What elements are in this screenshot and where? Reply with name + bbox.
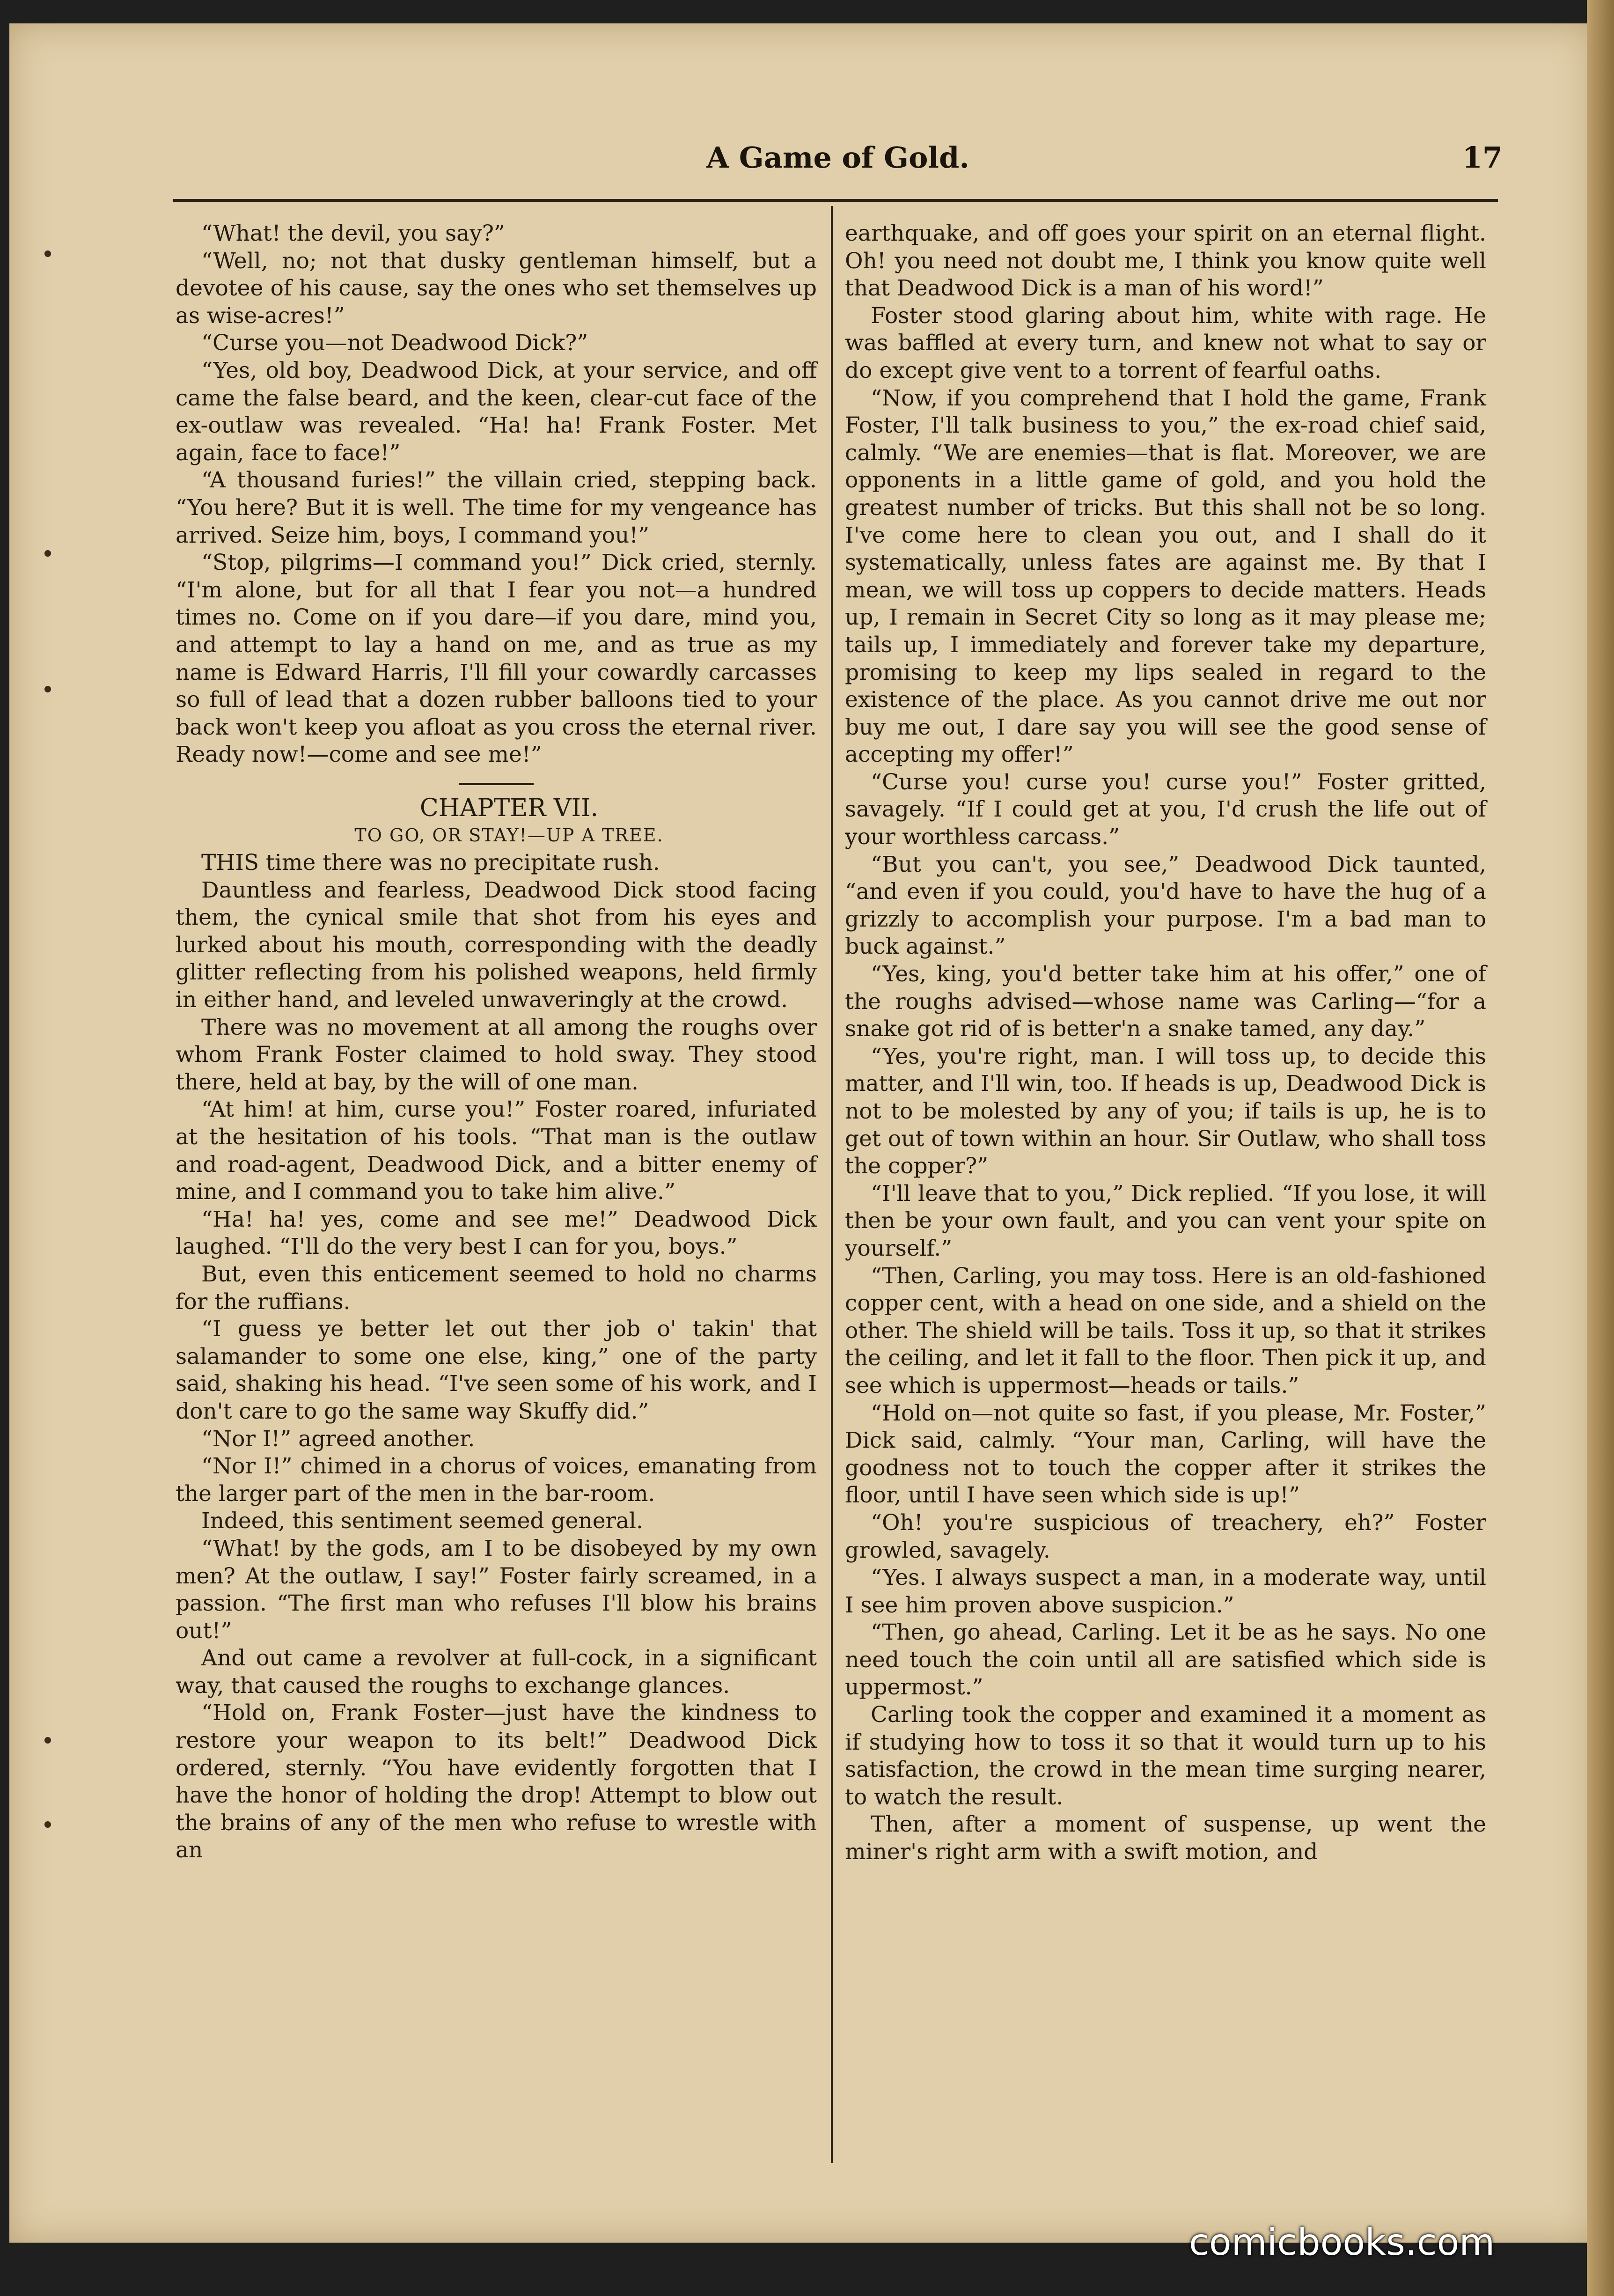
paragraph: “Yes, old boy, Deadwood Dick, at your service, and off came the false beard, and the keen, clear-cut face of the ex-outlaw was revealed. “Ha! ha! Frank Foster. Met again, face to face!”: [176, 357, 817, 466]
paragraph: “Then, Carling, you may toss. Here is an old-fashioned copper cent, with a head on one side, and a shield on the other. The shield will be tails. Toss it up, so that it strikes the ceiling, and let it fall to the floor. Then pick it up, and see which is uppermost—heads or tails.”: [845, 1263, 1486, 1398]
paragraph: “I'll leave that to you,” Dick replied. “If you lose, it will then be your own fault, and you can vent your spite on yourself.”: [845, 1180, 1486, 1261]
paragraph: “Then, go ahead, Carling. Let it be as he says. No one need touch the coin until all are satisfied which side is uppermost.”: [845, 1619, 1486, 1700]
chapter-heading: CHAPTER VII.: [419, 794, 599, 822]
paragraph: “Stop, pilgrims—I command you!” Dick cried, sternly. “I'm alone, but for all that I fear you not—a hundred times no. Come on if you dare—if you dare, mind you, and attempt to lay a hand on me, and as true as my name is Edward Harris, I'll fill your cowardly carcasses so full of lead that a dozen rubber balloons tied to your back won't keep you afloat as you cross the eternal river. Ready now!—come and see me!”: [176, 550, 817, 768]
paragraph: “But you can't, you see,” Deadwood Dick taunted, “and even if you could, you'd have to have the hug of a grizzly to accomplish your purpose. I'm a bad man to buck against.”: [845, 851, 1486, 960]
paragraph: “Curse you! curse you! curse you!” Foster gritted, savagely. “If I could get at you, I'd crush the life out of your worthless carcass.”: [845, 769, 1486, 850]
paragraph: “A thousand furies!” the villain cried, stepping back. “You here? But it is well. The time for my vengeance has arrived. Seize him, boys, I command you!”: [176, 467, 817, 548]
left-column: [176, 220, 817, 1864]
stain-mark: [44, 1737, 51, 1744]
paragraph: Foster stood glaring about him, white with rage. He was baffled at every turn, and knew not what to say or do except give vent to a torrent of fearful oaths.: [845, 302, 1486, 383]
paragraph: But, even this enticement seemed to hold no charms for the ruffians.: [176, 1261, 817, 1315]
paragraph: “Nor I!” chimed in a chorus of voices, emanating from the larger part of the men in the bar-room.: [176, 1453, 817, 1507]
paragraph: “Oh! you're suspicious of treachery, eh?” Foster growled, savagely.: [845, 1509, 1486, 1563]
running-header-title: A Game of Gold.: [706, 140, 969, 175]
chapter-subtitle: TO GO, OR STAY!—UP A TREE.: [354, 825, 664, 846]
paragraph: “I guess ye better let out ther job o' takin' that salamander to some one else, king,” one of the party said, shaking his head. “I've seen some of his work, and I don't care to go the same way Skuffy did.”: [176, 1316, 817, 1424]
paragraph: “Yes, you're right, man. I will toss up, to decide this matter, and I'll win, too. If heads is up, Deadwood Dick is not to be molested by any of you; if tails is up, he is to get out of town within an hour. Sir Outlaw, who shall toss the copper?”: [845, 1043, 1486, 1179]
paragraph: “Well, no; not that dusky gentleman himself, but a devotee of his cause, say the ones who set themselves up as wise-acres!”: [176, 248, 817, 329]
paragraph: “Hold on, Frank Foster—just have the kindness to restore your weapon to its belt!” Deadwood Dick ordered, sternly. “You have evidently forgotten that I have the honor of holding the drop! Attempt to blow out the brains of any of the men who refuse to wrestle with an: [176, 1700, 817, 1863]
paragraph: Carling took the copper and examined it a moment as if studying how to toss it so that it would turn up to his satisfaction, the crowd in the mean time surging nearer, to watch the result.: [845, 1702, 1486, 1810]
paragraph-continuation: earthquake, and off goes your spirit on an eternal flight. Oh! you need not doubt me, I think you know quite well that Deadwood Dick is a man of his word!”: [845, 221, 1486, 302]
paragraph: “Yes, king, you'd better take him at his offer,” one of the roughs advised—whose name was Carling—“for a snake got rid of is better'n a snake tamed, any day.”: [845, 961, 1486, 1042]
book-spine-edge: [1587, 0, 1614, 2296]
stain-mark: [44, 1821, 51, 1828]
watermark-text: comicbooks.com: [1189, 2222, 1495, 2264]
paragraph: “What! the devil, you say?”: [201, 221, 505, 246]
paragraph: “Ha! ha! yes, come and see me!” Deadwood Dick laughed. “I'll do the very best I can for you, boys.”: [176, 1206, 817, 1260]
paragraph: There was no movement at all among the roughs over whom Frank Foster claimed to hold sway. They stood there, held at bay, by the will of one man.: [176, 1014, 817, 1095]
paragraph: “Yes. I always suspect a man, in a moderate way, until I see him proven above suspicion.”: [845, 1565, 1486, 1618]
stain-mark: [44, 250, 51, 257]
header-rule: [173, 199, 1498, 202]
paragraph: THIS time there was no precipitate rush.: [201, 850, 660, 876]
paragraph: “What! by the gods, am I to be disobeyed by my own men? At the outlaw, I say!” Foster fairly screamed, in a passion. “The first man who refuses I'll blow his brains out!”: [176, 1535, 817, 1644]
chapter-separator-rule: [459, 783, 534, 785]
column-divider: [831, 206, 833, 2163]
paragraph: “Curse you—not Deadwood Dick?”: [201, 330, 588, 356]
paragraph: “Hold on—not quite so fast, if you please, Mr. Foster,” Dick said, calmly. “Your man, Carling, will have the goodness not to touch the copper after it strikes the floor, until I have seen which side is up!”: [845, 1400, 1486, 1509]
page-number: 17: [1462, 140, 1503, 175]
paragraph: Indeed, this sentiment seemed general.: [201, 1508, 643, 1534]
paragraph: And out came a revolver at full-cock, in a significant way, that caused the roughs to exchange glances.: [176, 1645, 817, 1699]
right-column: [845, 220, 1486, 1866]
paragraph: “At him! at him, curse you!” Foster roared, infuriated at the hesitation of his tools. “That man is the outlaw and road-agent, Deadwood Dick, and a bitter enemy of mine, and I command you to take him alive.”: [176, 1096, 817, 1205]
paragraph: Then, after a moment of suspense, up went the miner's right arm with a swift motion, and: [845, 1811, 1486, 1865]
paragraph: “Now, if you comprehend that I hold the game, Frank Foster, I'll talk business to you,” the ex-road chief said, calmly. “We are enemies—that is flat. Moreover, we are opponents in a little game of gold, and you hold the greatest number of tricks. But this shall not be so long. I've come here to clean you out, and I shall do it systematically, unless fates are against me. By that I mean, we will toss up coppers to decide matters. Heads up, I remain in Secret City so long as it may please me; tails up, I immediately and forever take my departure, promising to keep my lips sealed in regard to the existence of the place. As you cannot drive me out nor buy me out, I dare say you will see the good sense of accepting my offer!”: [845, 385, 1486, 768]
stain-mark: [44, 686, 51, 692]
paragraph: Dauntless and fearless, Deadwood Dick stood facing them, the cynical smile that shot from his eyes and lurked about his mouth, corresponding with the deadly glitter reflecting from his polished weapons, held firmly in either hand, and leveled unwaveringly at the crowd.: [176, 877, 817, 1013]
stain-mark: [44, 550, 51, 557]
paragraph: “Nor I!” agreed another.: [201, 1426, 475, 1452]
